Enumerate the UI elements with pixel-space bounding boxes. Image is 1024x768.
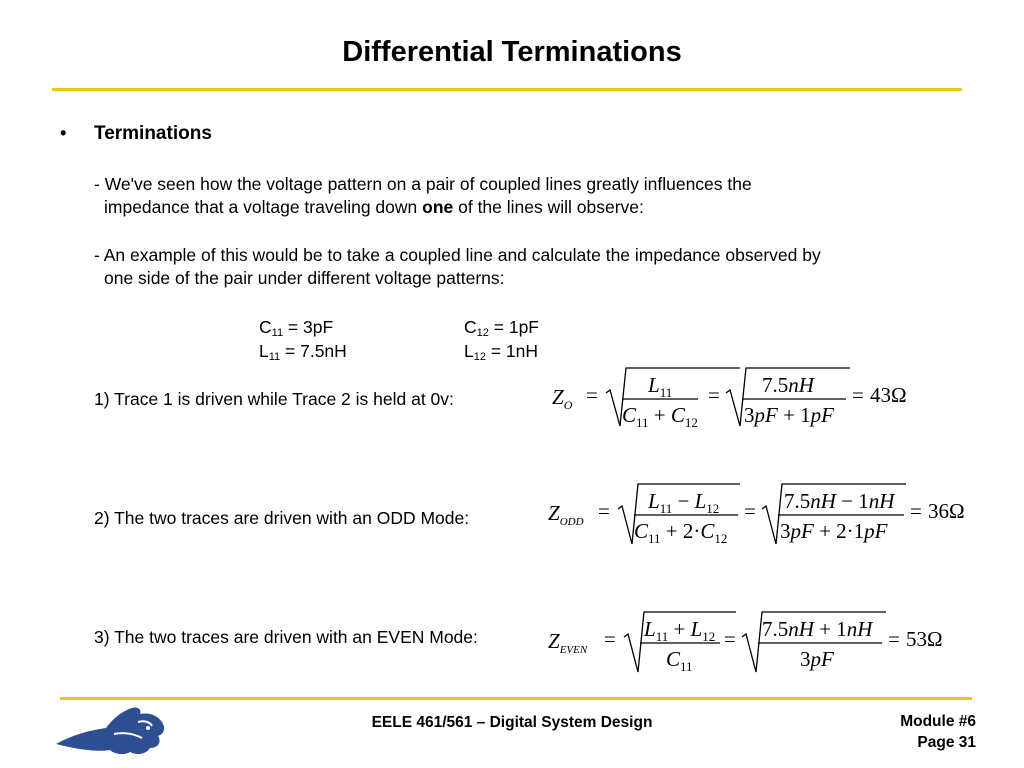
equation-z0: [548, 360, 928, 432]
zodd-result: 36Ω: [928, 499, 965, 523]
equation-zodd: [546, 476, 986, 552]
para2-line1: - An example of this would be to take a coupled line and calculate the impedance observed by: [94, 245, 821, 265]
page-number: Page 31: [917, 734, 976, 751]
svg-text:3pF + 1pF: 3pF + 1pF: [744, 403, 834, 427]
svg-text:C11 + C12: $C_{11} + C_{12}$: [622, 403, 698, 430]
c12-symbol: C: [464, 317, 477, 337]
svg-text:=: =: [708, 383, 720, 407]
case1-label: 1) Trace 1 is driven while Trace 2 is held at 0v:: [94, 389, 454, 409]
c11-symbol: C: [259, 317, 272, 337]
param-l11: [259, 340, 347, 363]
bullet-marker: •: [60, 123, 67, 143]
svg-text:=: =: [888, 627, 900, 651]
l11-symbol: L: [259, 341, 269, 361]
param-l12: [464, 340, 538, 363]
l12-value: = 1nH: [485, 341, 539, 361]
zeven-result: 53Ω: [906, 627, 943, 651]
l12-symbol: L: [464, 341, 474, 361]
svg-text:=: =: [910, 499, 922, 523]
para1-emphasis: one: [422, 197, 454, 217]
para1-line2: [104, 196, 644, 219]
svg-text:=: =: [604, 627, 616, 651]
para1-line1: - We've seen how the voltage pattern on a pair of coupled lines greatly influences the: [94, 174, 752, 194]
title-divider: [52, 88, 962, 91]
svg-text:3pF: 3pF: [800, 647, 834, 671]
svg-text:L11: $L_{11}$: [648, 373, 673, 400]
svg-text:ZO: $Z_O$: [552, 385, 573, 412]
page-title: Differential Terminations: [342, 36, 682, 68]
svg-text:C11 + 2·C12: $C_{11} + 2\cdot C_{12}$: [634, 519, 728, 546]
para2-line2: one side of the pair under different voltage patterns:: [104, 268, 505, 288]
section-heading: Terminations: [94, 123, 212, 144]
case3-label: 3) The two traces are driven with an EVEN Mode:: [94, 627, 478, 647]
param-c12: [464, 316, 539, 339]
module-page-info: [900, 711, 976, 753]
c12-value: = 1pF: [488, 317, 539, 337]
param-c11: [259, 316, 333, 339]
svg-text:L11 − L12: $L_{11} - L_{12}$: [648, 489, 720, 516]
svg-text:7.5nH + 1nH: 7.5nH + 1nH: [762, 617, 873, 641]
svg-text:L11 + L12: $L_{11} + L_{12}$: [644, 617, 716, 644]
l12-subscript: 12: [473, 351, 486, 363]
l11-value: = 7.5nH: [280, 341, 347, 361]
svg-text:ZEVEN: $Z_{EVEN}$: [548, 629, 588, 656]
svg-text:3pF + 2·1pF: 3pF + 2·1pF: [780, 519, 888, 543]
c12-subscript: 12: [476, 327, 489, 339]
course-title: EELE 461/561 – Digital System Design: [371, 714, 653, 731]
z0-result: 43Ω: [870, 383, 907, 407]
svg-text:=: =: [598, 499, 610, 523]
c11-value: = 3pF: [283, 317, 334, 337]
svg-text:7.5nH − 1nH: 7.5nH − 1nH: [784, 489, 895, 513]
svg-text:=: =: [744, 499, 756, 523]
para1-line2-text: impedance that a voltage traveling down: [104, 197, 423, 217]
svg-text:=: =: [586, 383, 598, 407]
module-number: Module #6: [900, 713, 976, 730]
svg-text:=: =: [724, 627, 736, 651]
svg-text:7.5nH: 7.5nH: [762, 373, 814, 397]
case2-label: 2) The two traces are driven with an ODD Mode:: [94, 508, 470, 528]
equation-zeven: [546, 604, 966, 680]
svg-text:C11: $C_{11}$: [666, 647, 693, 674]
svg-text:ZODD: $Z_{ODD}$: [548, 501, 584, 528]
footer-divider: [60, 697, 972, 700]
c11-subscript: 11: [271, 327, 284, 339]
l11-subscript: 11: [268, 351, 281, 363]
svg-text:=: =: [852, 383, 864, 407]
para1-line2-tail: of the lines will observe:: [453, 197, 644, 217]
